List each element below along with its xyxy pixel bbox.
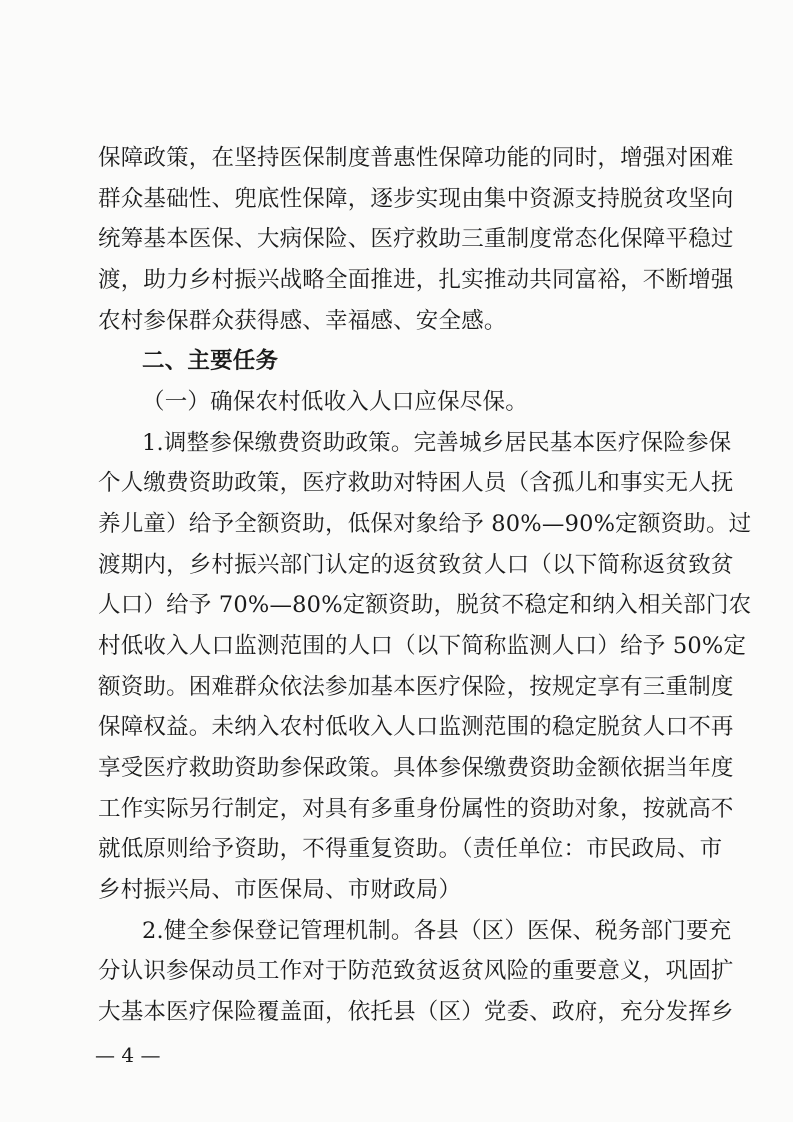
- body-text-line: 大基本医疗保险覆盖面，依托县（区）党委、政府，充分发挥乡: [98, 999, 734, 1025]
- body-text-line: 保障政策，在坚持医保制度普惠性保障功能的同时，增强对困难: [98, 145, 734, 171]
- body-text-line: 享受医疗救助资助参保政策。具体参保缴费资助金额依据当年度: [98, 755, 734, 781]
- body-text-line: 群众基础性、兜底性保障，逐步实现由集中资源支持脱贫攻坚向: [98, 186, 734, 212]
- body-text-line: 分认识参保动员工作对于防范致贫返贫风险的重要意义，巩固扩: [98, 958, 734, 984]
- body-text-line: 农村参保群众获得感、幸福感、安全感。: [98, 308, 507, 334]
- body-text-line: 额资助。困难群众依法参加基本医疗保险，按规定享有三重制度: [98, 674, 734, 700]
- paragraph-first-line: 2.健全参保登记管理机制。各县（区）医保、税务部门要充: [142, 918, 732, 944]
- section-heading: 二、主要任务: [142, 348, 279, 374]
- body-text-line: 统筹基本医保、大病保险、医疗救助三重制度常态化保障平稳过: [98, 226, 734, 252]
- body-text-line: 养儿童）给予全额资助，低保对象给予 80%—90%定额资助。过: [98, 511, 752, 537]
- body-text-line: 工作实际另行制定，对具有多重身份属性的资助对象，按就高不: [98, 796, 734, 822]
- paragraph-first-line: 1.调整参保缴费资助政策。完善城乡居民基本医疗保险参保: [142, 430, 732, 456]
- body-text-line: 村低收入人口监测范围的人口（以下简称监测人口）给予 50%定: [98, 633, 747, 659]
- body-text-line: 乡村振兴局、市医保局、市财政局）: [98, 877, 462, 903]
- body-text-line: 保障权益。未纳入农村低收入人口监测范围的稳定脱贫人口不再: [98, 714, 734, 740]
- body-text-line: 个人缴费资助政策，医疗救助对特困人员（含孤儿和事实无人抚: [98, 470, 734, 496]
- subsection-heading: （一）确保农村低收入人口应保尽保。: [142, 389, 528, 415]
- page-number: — 4 —: [95, 1043, 161, 1067]
- body-text-line: 渡期内，乡村振兴部门认定的返贫致贫人口（以下简称返贫致贫: [98, 552, 734, 578]
- body-text-line: 人口）给予 70%—80%定额资助，脱贫不稳定和纳入相关部门农: [98, 592, 752, 618]
- body-text-line: 就低原则给予资助，不得重复资助。（责任单位：市民政局、市: [98, 836, 723, 862]
- body-text-line: 渡，助力乡村振兴战略全面推进，扎实推动共同富裕，不断增强: [98, 267, 734, 293]
